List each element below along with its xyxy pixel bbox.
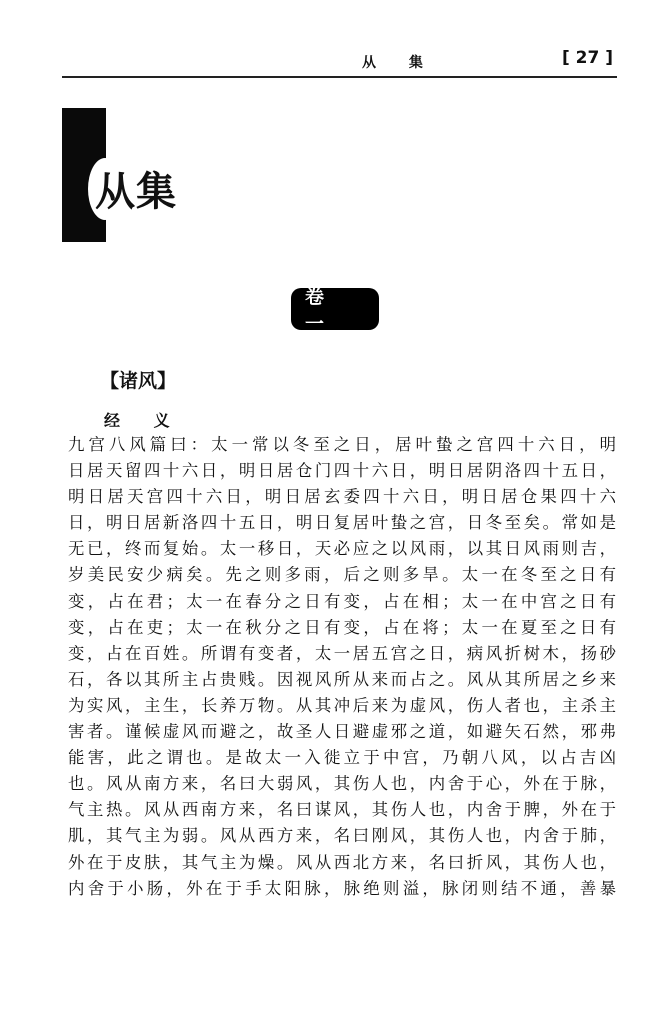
body-line: 变，占在百姓。所谓有变者，太一居五宫之日，病风折树木，扬砂 (68, 643, 616, 663)
body-line: 变，占在君；太一在春分之日有变，占在相；太一在中宫之日有 (68, 591, 616, 611)
running-header (62, 46, 617, 78)
body-line: 变，占在吏；太一在秋分之日有变，占在将；太一在夏至之日有 (68, 617, 616, 637)
body-line: 为实风，主生，长养万物。从其冲后来为虚风，伤人者也，主杀主 (68, 695, 616, 715)
chapter-title: 从集 (95, 169, 177, 215)
body-line: 也。风从南方来，名曰大弱风，其伤人也，内舍于心，外在于脉， (68, 774, 616, 794)
body-line: 肌，其气主为弱。风从西方来，名曰刚风，其伤人也，内舍于肺， (68, 826, 616, 846)
body-line: 日居天留四十六日，明日居仓门四十六日，明日居阴洛四十五日， (68, 461, 616, 481)
body-line: 岁美民安少病矣。先之则多雨，后之则多旱。太一在冬至之日有 (68, 565, 616, 585)
body-line: 害者。谨候虚风而避之，故圣人日避虚邪之道，如避矢石然，邪弗 (68, 722, 616, 742)
body-text (68, 432, 616, 902)
body-line: 明日居天宫四十六日，明日居玄委四十六日，明日居仓果四十六 (68, 487, 616, 507)
body-line: 能害，此之谓也。是故太一入徙立于中宫，乃朝八风，以占吉凶 (68, 748, 616, 768)
body-line: 内舍于小肠，外在于手太阳脉，脉绝则溢，脉闭则结不通，善暴 (68, 878, 616, 898)
body-line: 外在于皮肤，其气主为燥。风从西北方来，名曰折风，其伤人也， (68, 852, 616, 872)
body-line: 石，各以其所主占贵贱。因视风所从来而占之。风从其所居之乡来 (68, 669, 616, 689)
page-number: [ 27 ] (561, 48, 613, 68)
volume-badge: 卷 一 (291, 288, 379, 330)
section-heading: 【诸风】 (100, 370, 177, 392)
running-title: 从 集 (362, 55, 437, 71)
body-line: 日，明日居新洛四十五日，明日复居叶蛰之宫，日冬至矣。常如是 (68, 513, 616, 533)
body-line: 九宫八风篇曰：太一常以冬至之日，居叶蛰之宫四十六日，明 (68, 435, 616, 454)
body-line: 无已，终而复始。太一移日，天必应之以风雨，以其日风雨则吉， (68, 539, 616, 559)
body-line: 气主热。风从西南方来，名曰谋风，其伤人也，内舍于脾，外在于 (68, 800, 616, 820)
subsection-heading: 经 义 (104, 411, 184, 430)
